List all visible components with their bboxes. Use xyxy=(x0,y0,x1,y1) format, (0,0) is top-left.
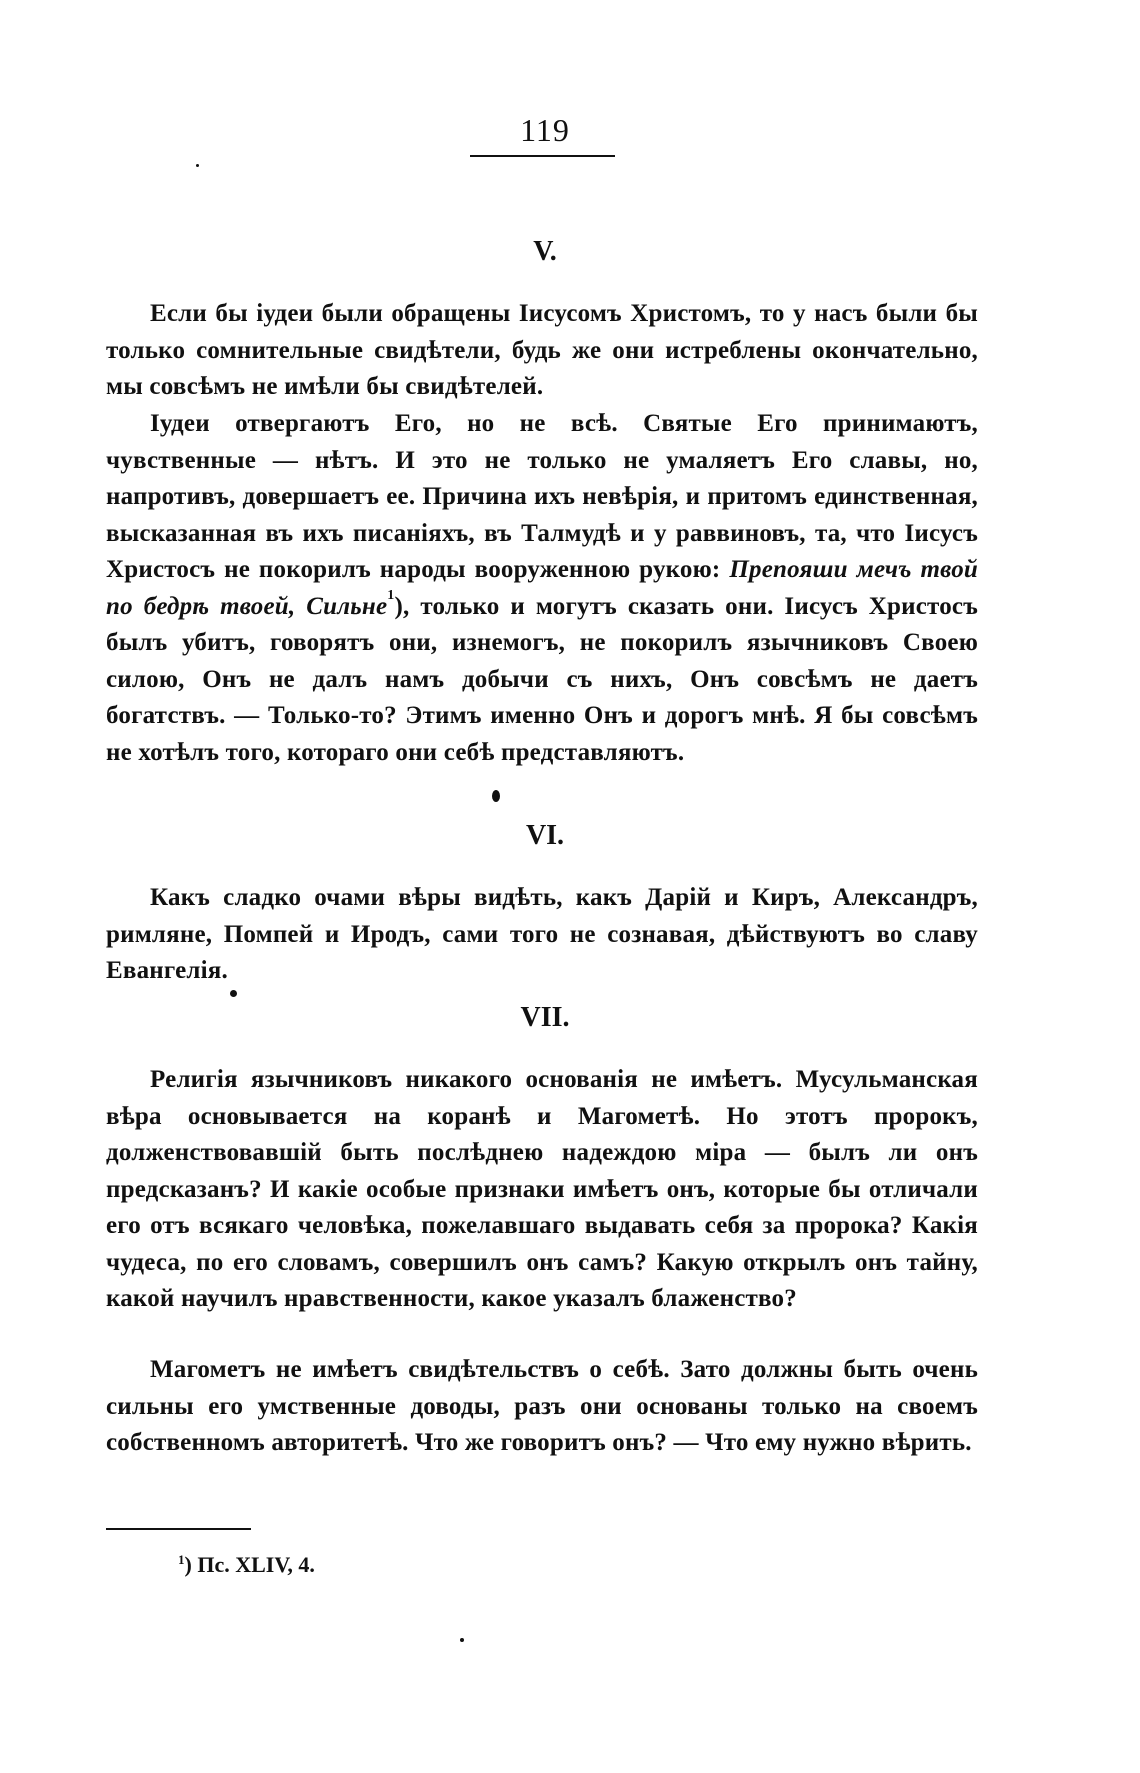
scripture-quote: Препояши мечъ твой по бедрѣ твоей, Сильне xyxy=(106,556,979,620)
footnote-text: ) Пс. XLIV, 4. xyxy=(184,1552,315,1577)
ink-speck xyxy=(196,164,199,167)
section-heading-vi: VI. xyxy=(525,820,565,851)
ink-speck xyxy=(492,790,500,802)
paragraph xyxy=(106,296,978,406)
paragraph-text: ), только и могутъ сказать они. Іисусъ Христосъ былъ убитъ, говорятъ они, изнемогъ, не покорилъ язычниковъ Своею силою, Онъ не далъ намъ добычи съ нихъ, Онъ совсѣмъ не даетъ богатствъ. — Только-то? Этимъ именно Онъ и дорогъ мнѣ. Я бы совсѣмъ не хотѣлъ того, котораго они себѣ представляютъ. xyxy=(106,592,978,766)
page-number: 119 xyxy=(520,112,570,148)
paragraph xyxy=(106,1062,978,1318)
ink-speck xyxy=(460,1638,464,1642)
paragraph-text: Іудеи отвергаютъ Его, но не всѣ. Святые Его принимаютъ, чувственные — нѣтъ. И это не только не умаляетъ Его славы, но, напротивъ, довершаетъ ее. Причина ихъ невѣрія, и притомъ единственная, высказанная въ ихъ писаніяхъ, въ Талмудѣ и у раввиновъ, та, что Іисусъ Христосъ не покорилъ народы вооруженною рукою: xyxy=(106,410,978,583)
paragraph xyxy=(106,1352,978,1462)
section-heading-vii: VII. xyxy=(520,1002,570,1033)
paragraph xyxy=(106,406,978,771)
page-number-underline xyxy=(470,155,615,157)
paragraph-text: Религія язычниковъ никакого основанія не имѣетъ. Мусульманская вѣра основывается на коранѣ и Магометѣ. Но этотъ пророкъ, долженствовавшій быть послѣднею надеждою міра — былъ ли онъ предсказанъ? И какіе особые признаки имѣетъ онъ, которые бы отличали его отъ всякаго человѣка, пожелавшаго выдавать себя за пророка? Какія чудеса, по его словамъ, совершилъ онъ самъ? Какую открылъ онъ тайну, какой научилъ нравственности, какое указалъ блаженство? xyxy=(106,1066,978,1312)
footnote-marker: 1 xyxy=(178,1552,185,1567)
section-heading-v: V. xyxy=(533,236,557,267)
footnote-rule xyxy=(106,1528,251,1530)
paragraph-text: Какъ сладко очами вѣры видѣть, какъ Дарій и Киръ, Александръ, римляне, Помпей и Иродъ, сами того не сознавая, дѣйствуютъ во славу Евангелія. xyxy=(106,884,978,984)
footnote-ref: 1 xyxy=(387,587,395,603)
paragraph xyxy=(106,880,978,990)
footnote xyxy=(178,1552,315,1578)
paragraph-text: Магометъ не имѣетъ свидѣтельствъ о себѣ. Зато должны быть очень сильны его умственные доводы, разъ они основаны только на своемъ собственномъ авторитетѣ. Что же говоритъ онъ? — Что ему нужно вѣрить. xyxy=(106,1356,978,1456)
paragraph-text: Если бы іудеи были обращены Іисусомъ Христомъ, то у насъ были бы только сомнительные свидѣтели, будь же они истреблены окончательно, мы совсѣмъ не имѣли бы свидѣтелей. xyxy=(106,300,978,400)
ink-speck xyxy=(230,990,237,997)
